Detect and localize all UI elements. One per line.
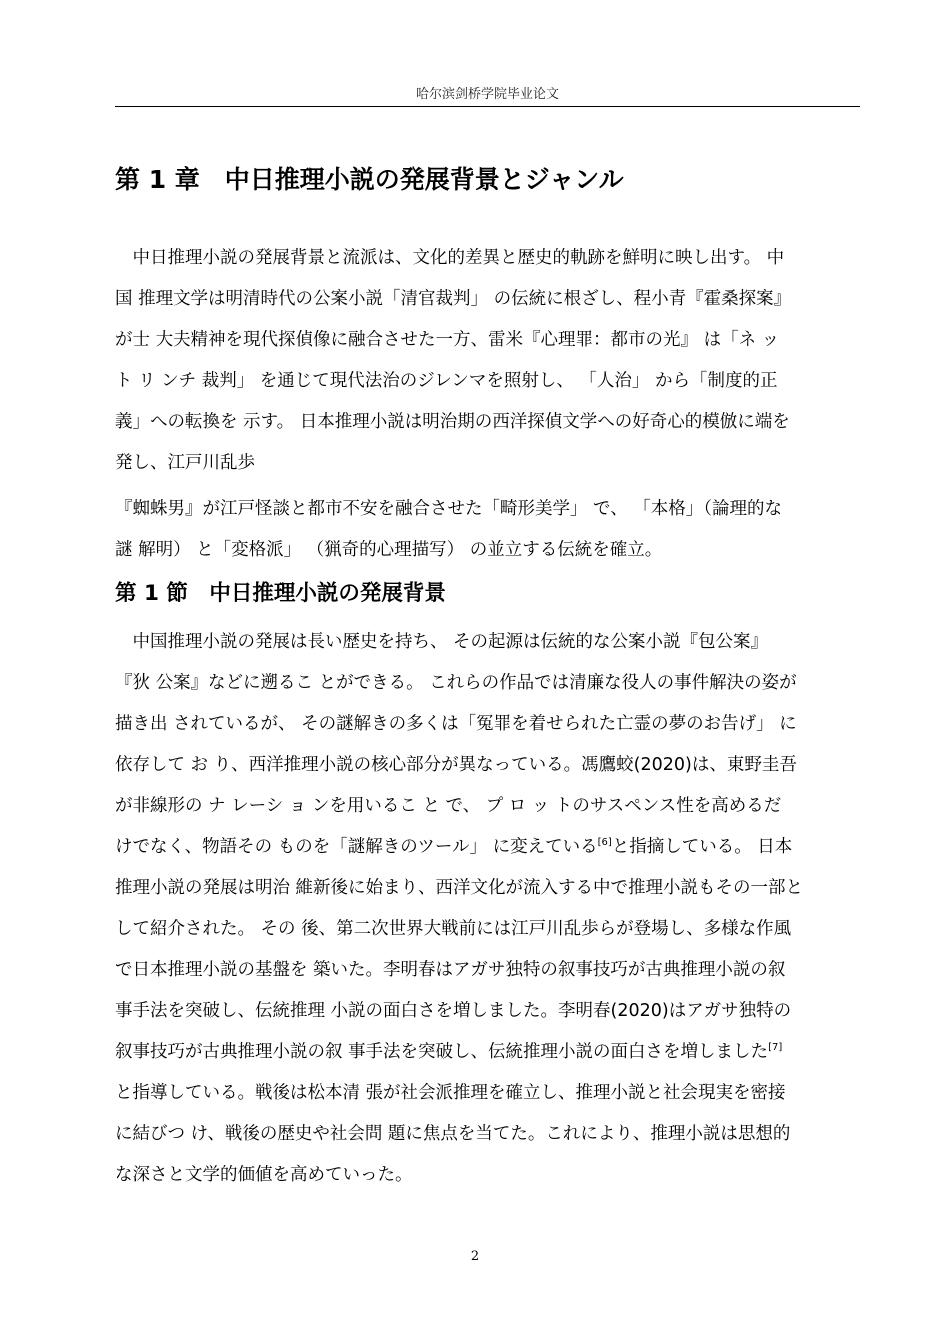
citation-ref: [6] [597, 837, 612, 848]
text-line: に結びつ け、戦後の歴史や社会問 題に焦点を当てた。これにより、推理小説は思想的 [115, 1124, 791, 1144]
section-title: 第 1 節 中日推理小説の発展背景 [115, 581, 446, 606]
text-segment: けでなく、物語その ものを「謎解きのツール」 に変えている [115, 837, 598, 857]
page-number: 2 [470, 1249, 480, 1264]
text-line: 国 推理文学は明清時代の公案小説「清官裁判」 の伝統に根ざし、程小青『霍桑探案』 [115, 289, 792, 309]
text-line: が非線形の ナ レーシ ョ ンを用いるこ と で、 プ ロ ッ トのサスペンス性を高めるだ [115, 796, 782, 816]
text-line: 中国推理小説の発展は長い歴史を持ち、 その起源は伝統的な公案小説『包公案』 [115, 632, 769, 652]
intro-paragraph-continued [115, 489, 860, 571]
text-line: 義」への転換を 示す。 日本推理小説は明治期の西洋探偵文学への好奇心的模倣に端を [115, 412, 790, 432]
text-line: 『狄 公案』などに遡るこ とができる。 これらの作品では清廉な役人の事件解決の姿が [115, 673, 797, 693]
text-segment: と指摘している。 日本 [611, 837, 793, 857]
citation-ref: [7] [768, 1042, 783, 1053]
chapter-title: 第 1 章 中日推理小説の発展背景とジャンル [115, 165, 624, 194]
text-line: 謎 解明） と「変格派」 （猟奇的心理描写） の並立する伝統を確立。 [115, 540, 663, 560]
text-line: な深さと文学的価値を高めていった。 [115, 1165, 413, 1185]
text-segment: 叙事技巧が古典推理小説の叙 事手法を突破し、伝統推理小説の面白さを増しました [115, 1042, 769, 1062]
text-line: 中日推理小説の発展背景と流派は、文化的差異と歴史的軌跡を鮮明に映し出す。 中 [115, 248, 785, 268]
text-line: して紹介された。 その 後、第二次世界大戦前には江戸川乱歩らが登場し、多様な作風 [115, 919, 792, 939]
text-line: 描き出 されているが、 その謎解きの多くは「冤罪を着せられた亡霊の夢のお告げ」 に [115, 714, 797, 734]
text-line: 推理小説の発展は明治 維新後に始まり、西洋文化が流入する中で推理小説もその一部と [115, 878, 804, 898]
running-header: 哈尔滨剑桥学院毕业论文 [415, 87, 559, 102]
text-line: ト リ ンチ 裁判」 を通じて現代法治のジレンマを照射し、 「人治」 から「制度的正 [115, 371, 778, 391]
text-line: 依存して お り、西洋推理小説の核心部分が異なっている。馮鷹蛟(2020)は、東野圭吾 [115, 755, 797, 775]
text-line-with-citation [115, 827, 860, 868]
intro-paragraph [115, 238, 860, 484]
header-rule [115, 106, 860, 107]
text-line: で日本推理小説の基盤を 築いた。李明春はアガサ独特の叙事技巧が古典推理小説の叙 [115, 960, 786, 980]
text-line: と指導している。戦後は松本清 張が社会派推理を確立し、推理小説と社会現実を密接 [115, 1083, 786, 1103]
section-paragraph [115, 622, 860, 1196]
text-line: 事手法を突破し、伝統推理 小説の面白さを増しました。李明春(2020)はアガサ独特の [115, 1001, 792, 1021]
text-line: が士 大夫精神を現代探偵像に融合させた一方、雷米『心理罪：都市の光』 は「ネ ッ [115, 330, 780, 350]
text-line: 発し、江戸川乱歩 [115, 453, 255, 473]
text-line: 『蜘蛛男』が江戸怪談と都市不安を融合させた「畸形美学」 で、 「本格」（論理的な [115, 499, 783, 519]
text-line-with-citation [115, 1032, 860, 1073]
